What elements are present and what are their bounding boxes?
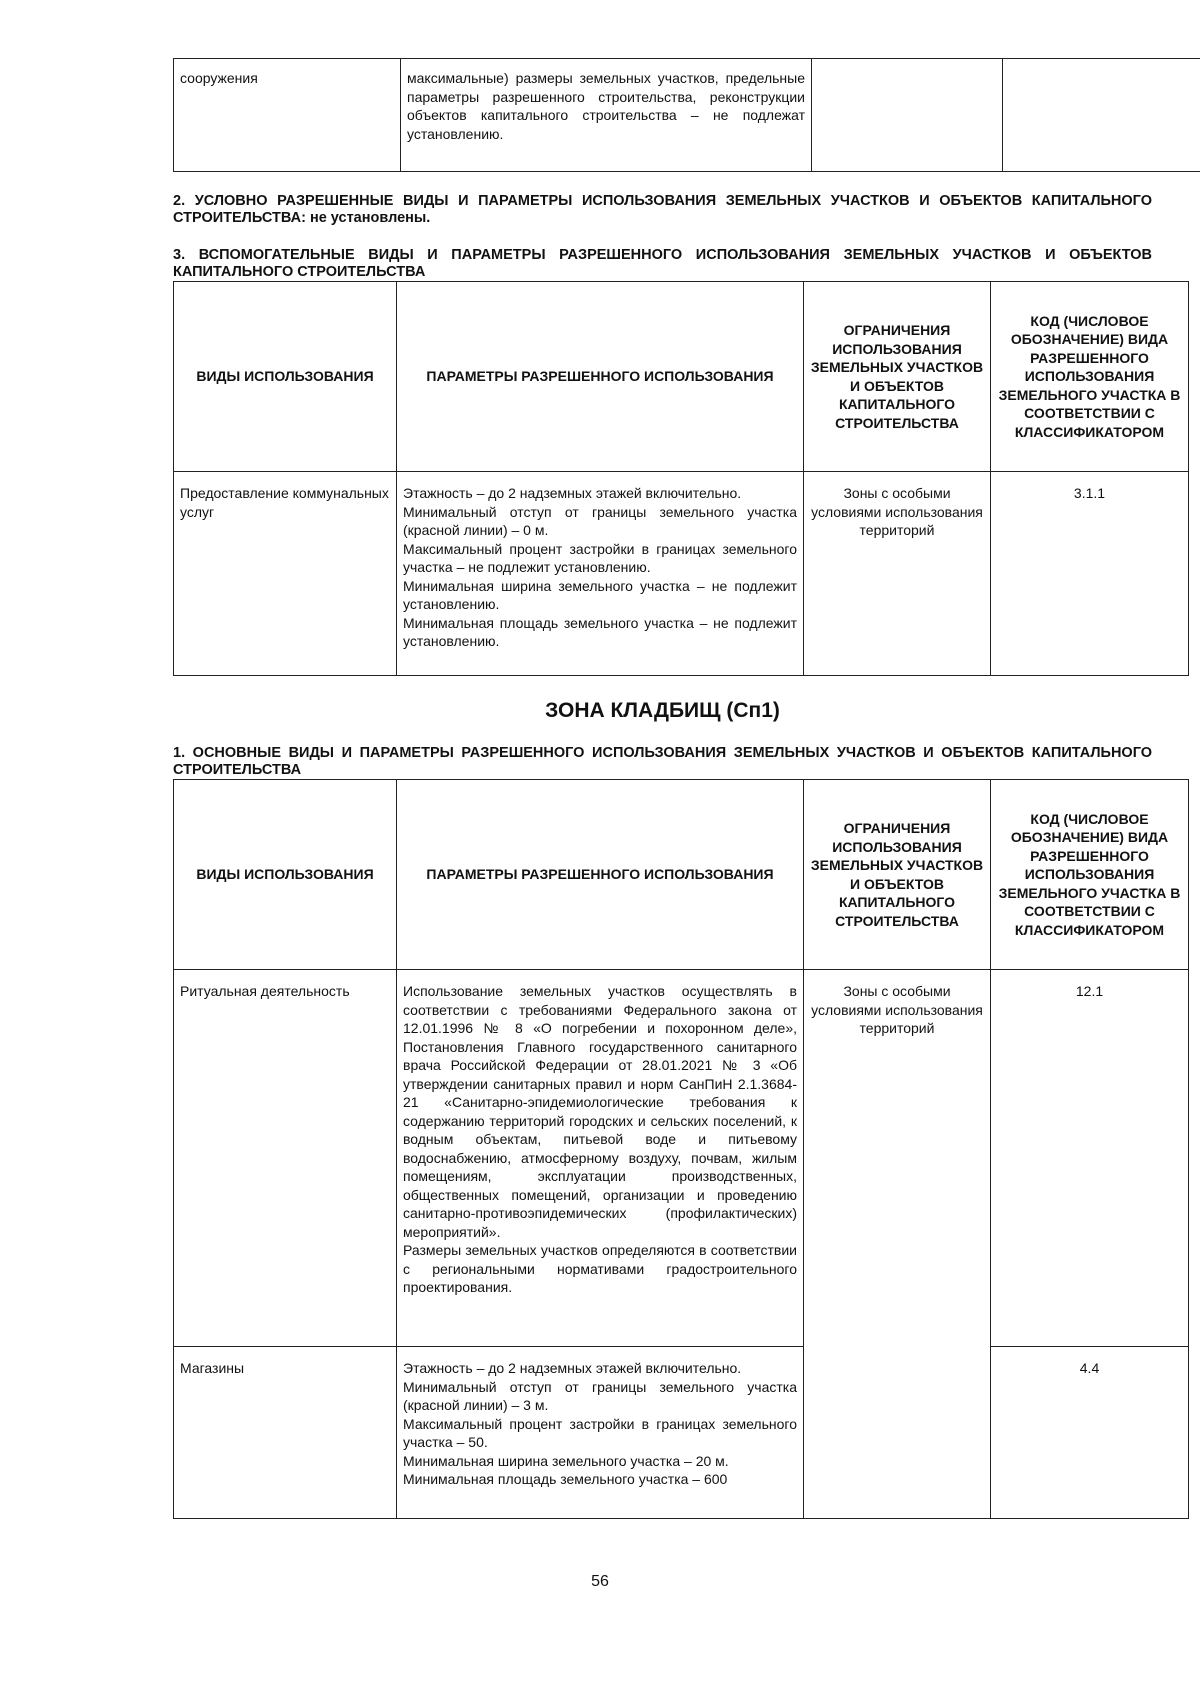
params-cell <box>397 472 804 676</box>
table-row <box>174 59 1200 172</box>
section-2-heading: 2. УСЛОВНО РАЗРЕШЕННЫЕ ВИДЫ И ПАРАМЕТРЫ ИСПОЛЬЗОВАНИЯ ЗЕМЕЛЬНЫХ УЧАСТКОВ И ОБЪЕКТОВ КАПИТАЛЬНОГО СТРОИТЕЛЬСТВА: не установлены. <box>173 193 1152 226</box>
params-cell <box>397 1347 804 1519</box>
header-code: КОД (ЧИСЛОВОЕ ОБОЗНАЧЕНИЕ) ВИДА РАЗРЕШЕННОГО ИСПОЛЬЗОВАНИЯ ЗЕМЕЛЬНОГО УЧАСТКА В СООТВЕТСТВИИ С КЛАССИФИКАТОРОМ <box>991 282 1189 472</box>
limits-cell <box>812 59 1003 172</box>
table-row <box>174 472 1189 676</box>
param-line: Минимальная площадь земельного участка – не подлежит установлению. <box>403 614 797 649</box>
param-line: Этажность – до 2 надземных этажей включительно. <box>403 1360 742 1376</box>
param-line: Минимальная площадь земельного участка – 600 <box>403 1471 728 1487</box>
zone-title: ЗОНА КЛАДБИЩ (Сп1) <box>545 699 780 722</box>
page-number: 56 <box>591 1573 609 1590</box>
param-line: Максимальный процент застройки в границах земельного участка – не подлежит установлению. <box>403 540 797 575</box>
section-3-heading: 3. ВСПОМОГАТЕЛЬНЫЕ ВИДЫ И ПАРАМЕТРЫ РАЗРЕШЕННОГО ИСПОЛЬЗОВАНИЯ ЗЕМЕЛЬНЫХ УЧАСТКОВ И ОБЪЕКТОВ КАПИТАЛЬНОГО СТРОИТЕЛЬСТВА <box>173 247 1152 280</box>
limits-cell: Зоны с особыми условиями использования территорий <box>804 970 991 1519</box>
kind-cell: Магазины <box>174 1347 397 1519</box>
code-cell <box>1003 59 1200 172</box>
main-uses-table <box>173 779 1189 1519</box>
param-line: Этажность – до 2 надземных этажей включительно. <box>403 485 742 501</box>
section-1-heading: 1. ОСНОВНЫЕ ВИДЫ И ПАРАМЕТРЫ РАЗРЕШЕННОГО ИСПОЛЬЗОВАНИЯ ЗЕМЕЛЬНЫХ УЧАСТКОВ И ОБЪЕКТОВ КАПИТАЛЬНОГО СТРОИТЕЛЬСТВА <box>173 745 1152 778</box>
code-cell: 12.1 <box>991 970 1189 1347</box>
header-limits: ОГРАНИЧЕНИЯ ИСПОЛЬЗОВАНИЯ ЗЕМЕЛЬНЫХ УЧАСТКОВ И ОБЪЕКТОВ КАПИТАЛЬНОГО СТРОИТЕЛЬСТВА <box>804 282 991 472</box>
document-page <box>173 58 1181 1519</box>
param-line: Максимальный процент застройки в границах земельного участка – 50. <box>403 1415 797 1450</box>
header-kind: ВИДЫ ИСПОЛЬЗОВАНИЯ <box>174 282 397 472</box>
table-header-row <box>174 780 1189 970</box>
code-cell: 4.4 <box>991 1347 1189 1519</box>
code-cell: 3.1.1 <box>991 472 1189 676</box>
table-header-row <box>174 282 1189 472</box>
auxiliary-uses-table <box>173 281 1189 676</box>
kind-cell: Предоставление коммунальных услуг <box>174 472 397 676</box>
header-limits: ОГРАНИЧЕНИЯ ИСПОЛЬЗОВАНИЯ ЗЕМЕЛЬНЫХ УЧАСТКОВ И ОБЪЕКТОВ КАПИТАЛЬНОГО СТРОИТЕЛЬСТВА <box>804 780 991 970</box>
table-row <box>174 1347 1189 1519</box>
header-code: КОД (ЧИСЛОВОЕ ОБОЗНАЧЕНИЕ) ВИДА РАЗРЕШЕННОГО ИСПОЛЬЗОВАНИЯ ЗЕМЕЛЬНОГО УЧАСТКА В СООТВЕТСТВИИ С КЛАССИФИКАТОРОМ <box>991 780 1189 970</box>
limits-cell: Зоны с особыми условиями использования территорий <box>804 472 991 676</box>
param-line: Минимальный отступ от границы земельного участка (красной линии) – 3 м. <box>403 1378 797 1413</box>
header-params: ПАРАМЕТРЫ РАЗРЕШЕННОГО ИСПОЛЬЗОВАНИЯ <box>397 780 804 970</box>
params-cell <box>397 970 804 1347</box>
kind-cell: сооружения <box>174 59 401 172</box>
param-line: Минимальный отступ от границы земельного участка (красной линии) – 0 м. <box>403 503 797 538</box>
param-line: Размеры земельных участков определяются в соответствии с региональными нормативами градостроительного проектирования. <box>403 1242 797 1295</box>
param-line: Минимальная ширина земельного участка – не подлежит установлению. <box>403 577 797 612</box>
header-params: ПАРАМЕТРЫ РАЗРЕШЕННОГО ИСПОЛЬЗОВАНИЯ <box>397 282 804 472</box>
table-row <box>174 970 1189 1347</box>
kind-cell: Ритуальная деятельность <box>174 970 397 1347</box>
params-cell: максимальные) размеры земельных участков, предельные параметры разрешенного строительства, реконструкции объектов капитального строительства – не подлежат установлению. <box>401 59 812 172</box>
param-line: Минимальная ширина земельного участка – 20 м. <box>403 1452 729 1469</box>
header-kind: ВИДЫ ИСПОЛЬЗОВАНИЯ <box>174 780 397 970</box>
continuation-table <box>173 58 1200 172</box>
param-line: Использование земельных участков осуществлять в соответствии с требованиями Федерального закона от 12.01.1996 № 8 «О погребении и похоронном деле», Постановления Главного государственного санитарного врача Российской Федерации от 28.01.2021 № 3 «Об утверждении санитарных правил и норм СанПиН 2.1.3684-21 «Санитарно-эпидемиологические требования к содержанию территорий городских и сельских поселений, к водным объектам, питьевой воде и питьевому водоснабжению, атмосферному воздуху, почвам, жилым помещениям, эксплуатации производственных, общественных помещений, организации и проведению санитарно-противоэпидемических (профилактических) мероприятий». <box>403 983 797 1240</box>
